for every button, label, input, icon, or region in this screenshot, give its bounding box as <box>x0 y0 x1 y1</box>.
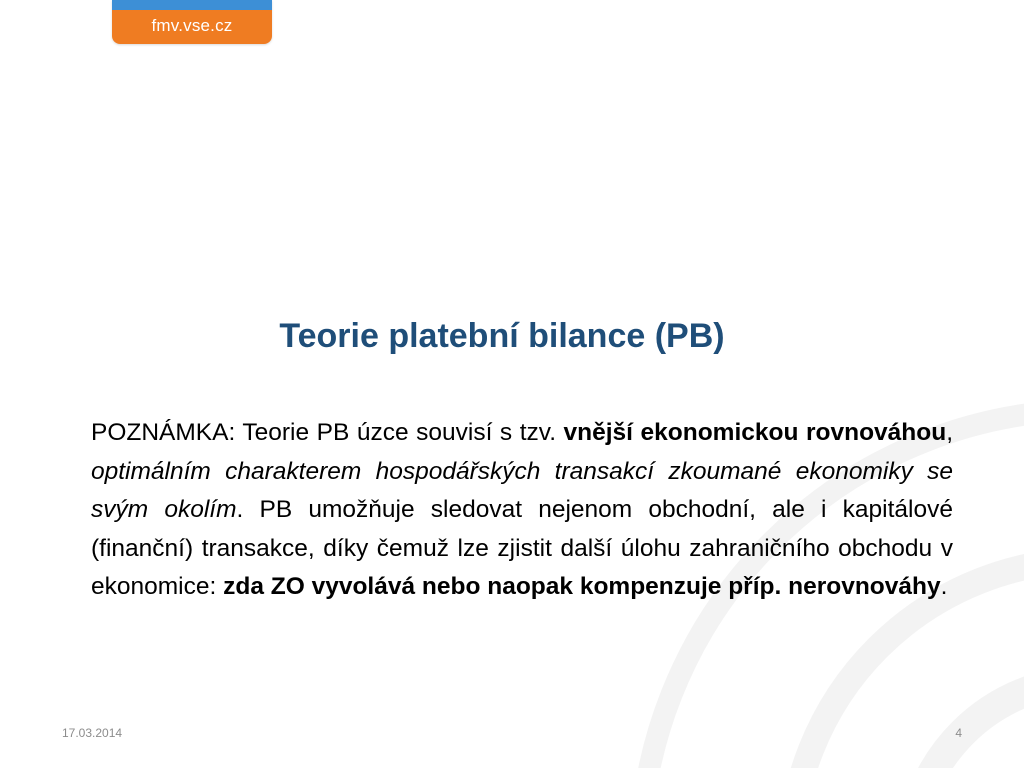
page-number: 4 <box>955 726 962 740</box>
paragraph-bold-segment: zda ZO vyvolává nebo naopak kompenzuje příp. nerovnováhy <box>223 573 941 600</box>
slide-title: Teorie platební bilance (PB) <box>279 317 725 355</box>
logo-blue-strip <box>112 0 272 10</box>
paragraph-text-segment: . PB umožňuje sledovat nejenom obchodní, ale i kapitálové (finanční) transakce, díky čemuž lze zjistit další úlohu zahraničního obchodu v ekonomice: <box>91 496 953 600</box>
paragraph-italic-segment: optimálním charakterem hospodářských transakcí zkoumané ekonomiky se svým okolím <box>91 457 953 523</box>
paragraph-text-segment: POZNÁMKA: Teorie PB úzce souvisí s tzv. <box>91 419 564 446</box>
body-paragraph <box>91 414 953 607</box>
paragraph-bold-segment: vnější ekonomickou rovnováhou <box>563 419 947 446</box>
footer-date: 17.03.2014 <box>62 726 123 740</box>
logo-tab[interactable] <box>112 0 272 44</box>
logo-text: fmv.vse.cz <box>112 10 272 44</box>
paragraph-text-segment: . <box>940 573 948 600</box>
paragraph-text-segment: , <box>946 419 953 446</box>
